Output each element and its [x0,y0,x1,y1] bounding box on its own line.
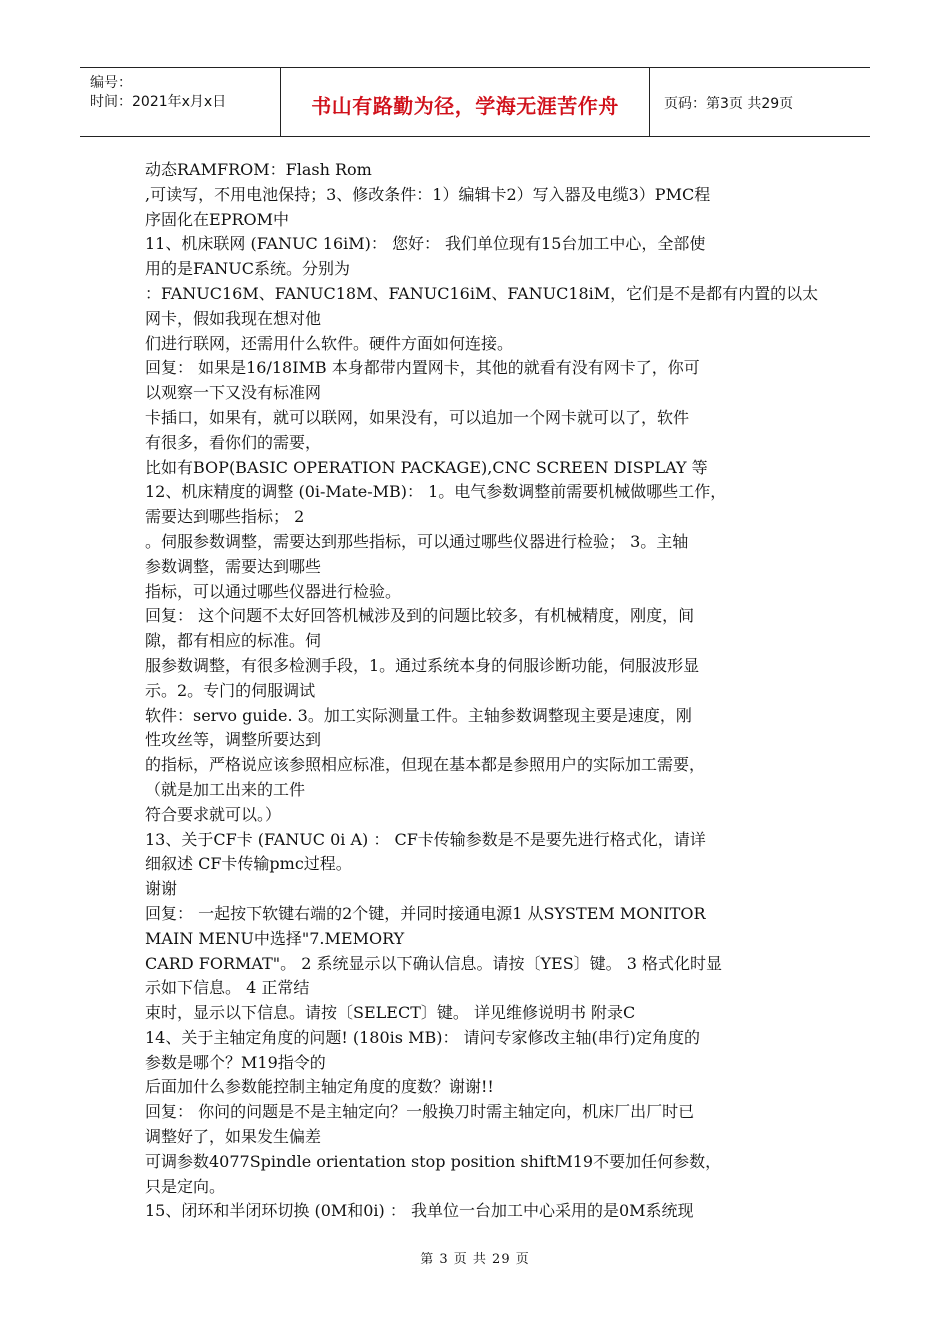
text-line: 隙，都有相应的标准。伺 [145,631,322,651]
text-line: 11、机床联网 (FANUC 16iM)： 您好： 我们单位现有15台加工中心，全部使 [145,234,706,254]
text-line: 束时，显示以下信息。请按〔SELECT〕键。 详见维修说明书 附录C [145,1003,636,1023]
text-line: 回复： 这个问题不太好回答机械涉及到的问题比较多，有机械精度，刚度，间 [145,606,695,626]
text-line: ：FANUC16M、FANUC18M、FANUC16iM、FANUC18iM，它们是不是都有内置的以太 [145,283,819,303]
text-line: 有很多，看你们的需要， [145,432,322,452]
text-line: 用的是FANUC系统。分别为 [145,259,350,279]
text-line: 参数是哪个？M19指令的 [145,1052,326,1072]
document-body [145,158,819,1224]
text-line: 回复： 你问的问题是不是主轴定向？一般换刀时需主轴定向，机床厂出厂时已 [145,1102,695,1122]
page-footer: 第 3 页 共 29 页 [420,1252,530,1267]
text-line: （就是加工出来的工件 [145,779,306,799]
text-line: 参数调整，需要达到哪些 [145,556,322,576]
document-number-label: 编号： [90,75,132,91]
header-motto-cell [281,68,650,136]
header-page-cell [650,68,870,136]
text-line: 12、机床精度的调整 (0i-Mate-MB)： 1。电气参数调整前需要机械做哪些工作， [145,482,727,502]
text-line: 的指标，严格说应该参照相应标准，但现在基本都是参照用户的实际加工需要， [145,755,706,775]
text-line: CARD FORMAT"。 2 系统显示以下确认信息。请按〔YES〕键。 3 格式化时显 [145,953,723,973]
text-line: 指标，可以通过哪些仪器进行检验。 [145,581,402,601]
text-line: 回复： 如果是16/18IMB 本身都带内置网卡，其他的就看有没有网卡了，你可 [145,358,700,378]
text-line: 网卡，假如我现在想对他 [145,308,322,328]
document-time-label: 时间：2021年x月x日 [90,94,227,110]
text-line: 动态RAMFROM：Flash Rom [145,160,372,179]
text-line: 14、关于主轴定角度的问题! (180is MB)： 请问专家修改主轴(串行)定角度的 [145,1027,701,1047]
text-line: 细叙述 CF卡传输pmc过程。 [145,854,352,874]
text-line: 回复： 一起按下软键右端的2个键，并同时接通电源1 从SYSTEM MONITOR [145,903,706,923]
text-line: 13、关于CF卡 (FANUC 0i A) ： CF卡传输参数是不是要先进行格式化，请详 [145,829,706,849]
header-page-info: 页码：第3页 共29页 [664,96,794,112]
text-line: 需要达到哪些指标； 2 [145,507,305,527]
text-line: ,可读写，不用电池保持；3、修改条件：1）编辑卡2）写入器及电缆3）PMC程 [145,184,711,204]
text-line: 性攻丝等，调整所要达到 [145,730,322,750]
text-line: 们进行联网，还需用什么软件。硬件方面如何连接。 [145,333,514,353]
text-line: 谢谢 [145,879,178,899]
text-line: 只是定向。 [145,1176,226,1196]
text-line: 可调参数4077Spindle orientation stop position shiftM19不要加任何参数， [145,1151,722,1171]
text-line: MAIN MENU中选择"7.MEMORY [145,928,405,948]
page-header [80,67,870,137]
text-line: 15、闭环和半闭环切换 (0M和0i) ： 我单位一台加工中心采用的是0M系统现 [145,1201,694,1221]
text-line: 服参数调整，有很多检测手段，1。通过系统本身的伺服诊断功能，伺服波形显 [145,655,700,675]
text-line: 软件：servo guide. 3。加工实际测量工件。主轴参数调整现主要是速度，刚 [145,705,692,725]
text-line: 示。2。专门的伺服调试 [145,680,316,700]
header-meta-cell [80,68,281,136]
text-line: 调整好了，如果发生偏差 [145,1127,322,1147]
header-motto: 书山有路勤为径，学海无涯苦作舟 [311,94,619,118]
text-line: 序固化在EPROM中 [145,209,289,229]
text-line: 以观察一下又没有标准网 [145,383,322,403]
text-line: 示如下信息。 4 正常结 [145,978,310,998]
text-line: 。伺服参数调整，需要达到那些指标，可以通过哪些仪器进行检验； 3。主轴 [145,531,689,551]
text-line: 后面加什么参数能控制主轴定角度的度数？谢谢!! [145,1077,494,1097]
text-line: 比如有BOP(BASIC OPERATION PACKAGE),CNC SCREEN DISPLAY 等 [145,457,708,477]
text-line: 卡插口，如果有，就可以联网，如果没有，可以追加一个网卡就可以了，软件 [145,407,690,427]
text-line: 符合要求就可以。） [145,804,282,824]
